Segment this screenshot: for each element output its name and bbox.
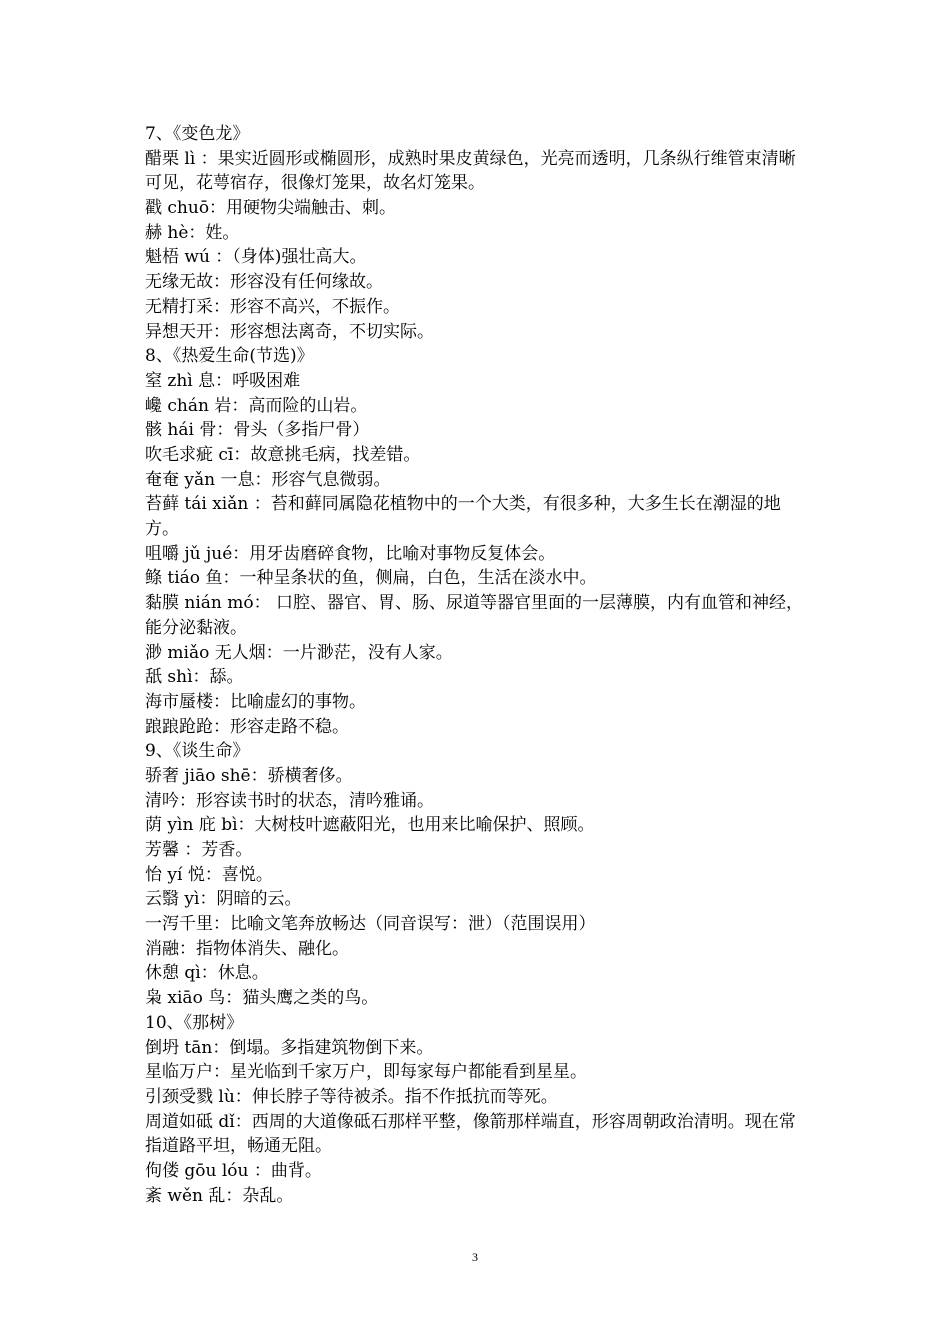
vocab-entry: 引颈受戮 lù：伸长脖子等待被杀。指不作抵抗而等死。 xyxy=(145,1086,558,1107)
vocab-entry: 奄奄 yǎn 一息：形容气息微弱。 xyxy=(145,469,391,490)
vocab-entry: 紊 wěn 乱：杂乱。 xyxy=(145,1185,294,1206)
vocab-entry: 枭 xiāo 鸟：猫头鹰之类的鸟。 xyxy=(145,988,379,1009)
vocab-entry: 骸 hái 骨：骨头（多指尸骨） xyxy=(145,420,370,441)
vocab-entry: 无缘无故：形容没有任何缘故。 xyxy=(145,272,383,293)
vocab-entry: 骄奢 jiāo shē：骄横奢侈。 xyxy=(145,765,353,786)
vocab-entry: 踉踉跄跄：形容走路不稳。 xyxy=(145,716,349,737)
vocab-entry: 魁梧 wú ：（身体)强壮高大。 xyxy=(145,247,367,268)
vocab-entry: 周道如砥 dǐ：西周的大道像砥石那样平整，像箭那样端直，形容周朝政治清明。现在常指道路平坦，畅通无阻。 xyxy=(145,1111,796,1157)
vocab-entry: 鲦 tiáo 鱼：一种呈条状的鱼，侧扁，白色，生活在淡水中。 xyxy=(145,568,597,589)
vocab-entry: 芳馨 ：芳香。 xyxy=(145,840,253,861)
vocab-entry: 海市蜃楼：比喻虚幻的事物。 xyxy=(145,691,366,712)
section-heading-7: 7、《变色龙》 xyxy=(145,124,250,144)
vocab-entry: 无精打采：形容不高兴，不振作。 xyxy=(145,296,400,317)
section-heading-9: 9、《谈生命》 xyxy=(145,741,250,762)
vocab-entry: 云翳 yì：阴暗的云。 xyxy=(145,889,302,910)
vocab-entry: 休憩 qì：休息。 xyxy=(145,963,269,984)
section-heading-8: 8、《热爱生命(节选)》 xyxy=(145,346,314,367)
vocab-entry: 吹毛求疵 cī：故意挑毛病，找差错。 xyxy=(145,444,421,465)
vocab-entry: 黏膜 nián mó： 口腔、器官、胃、肠、尿道等器官里面的一层薄膜，内有血管和神经，能分泌黏液。 xyxy=(145,593,804,638)
vocab-entry: 渺 miǎo 无人烟：一片渺茫，没有人家。 xyxy=(145,642,453,663)
document-body xyxy=(145,122,810,1208)
vocab-entry: 戳 chuō：用硬物尖端触击、刺。 xyxy=(145,198,397,219)
vocab-entry: 巉 chán 岩：高而险的山岩。 xyxy=(145,395,368,416)
vocab-entry: 怡 yí 悦：喜悦。 xyxy=(145,864,273,885)
section-heading-10: 10、《那树》 xyxy=(145,1012,244,1033)
page-number: 3 xyxy=(472,1250,478,1264)
vocab-entry: 舐 shì：舔。 xyxy=(145,667,244,688)
vocab-entry: 星临万户：星光临到千家万户，即每家每户都能看到星星。 xyxy=(145,1062,587,1083)
vocab-entry: 苔藓 tái xiǎn ：苔和藓同属隐花植物中的一个大类，有很多种，大多生长在潮湿的地方。 xyxy=(145,494,781,540)
vocab-entry: 消融：指物体消失、融化。 xyxy=(145,938,349,959)
vocab-entry: 窒 zhì 息：呼吸困难 xyxy=(145,370,301,391)
vocab-entry: 荫 yìn 庇 bì：大树枝叶遮蔽阳光，也用来比喻保护、照顾。 xyxy=(145,815,595,836)
vocab-entry: 赫 hè：姓。 xyxy=(145,222,240,243)
vocab-entry: 一泻千里：比喻文笔奔放畅达（同音误写：泄）（范围误用） xyxy=(145,914,596,935)
vocab-entry: 咀嚼 jǔ jué：用牙齿磨碎食物，比喻对事物反复体会。 xyxy=(145,543,556,564)
vocab-entry: 倒坍 tān：倒塌。多指建筑物倒下来。 xyxy=(145,1037,434,1058)
vocab-entry: 醋栗 lì ：果实近圆形或椭圆形，成熟时果皮黄绿色，光亮而透明，几条纵行维管束清晰可见，花萼宿存，很像灯笼果，故名灯笼果。 xyxy=(145,148,796,194)
vocab-entry: 清吟：形容读书时的状态，清吟雅诵。 xyxy=(145,790,434,811)
vocab-entry: 佝偻 gōu lóu ：曲背。 xyxy=(145,1161,322,1181)
vocab-entry: 异想天开：形容想法离奇，不切实际。 xyxy=(145,321,434,342)
